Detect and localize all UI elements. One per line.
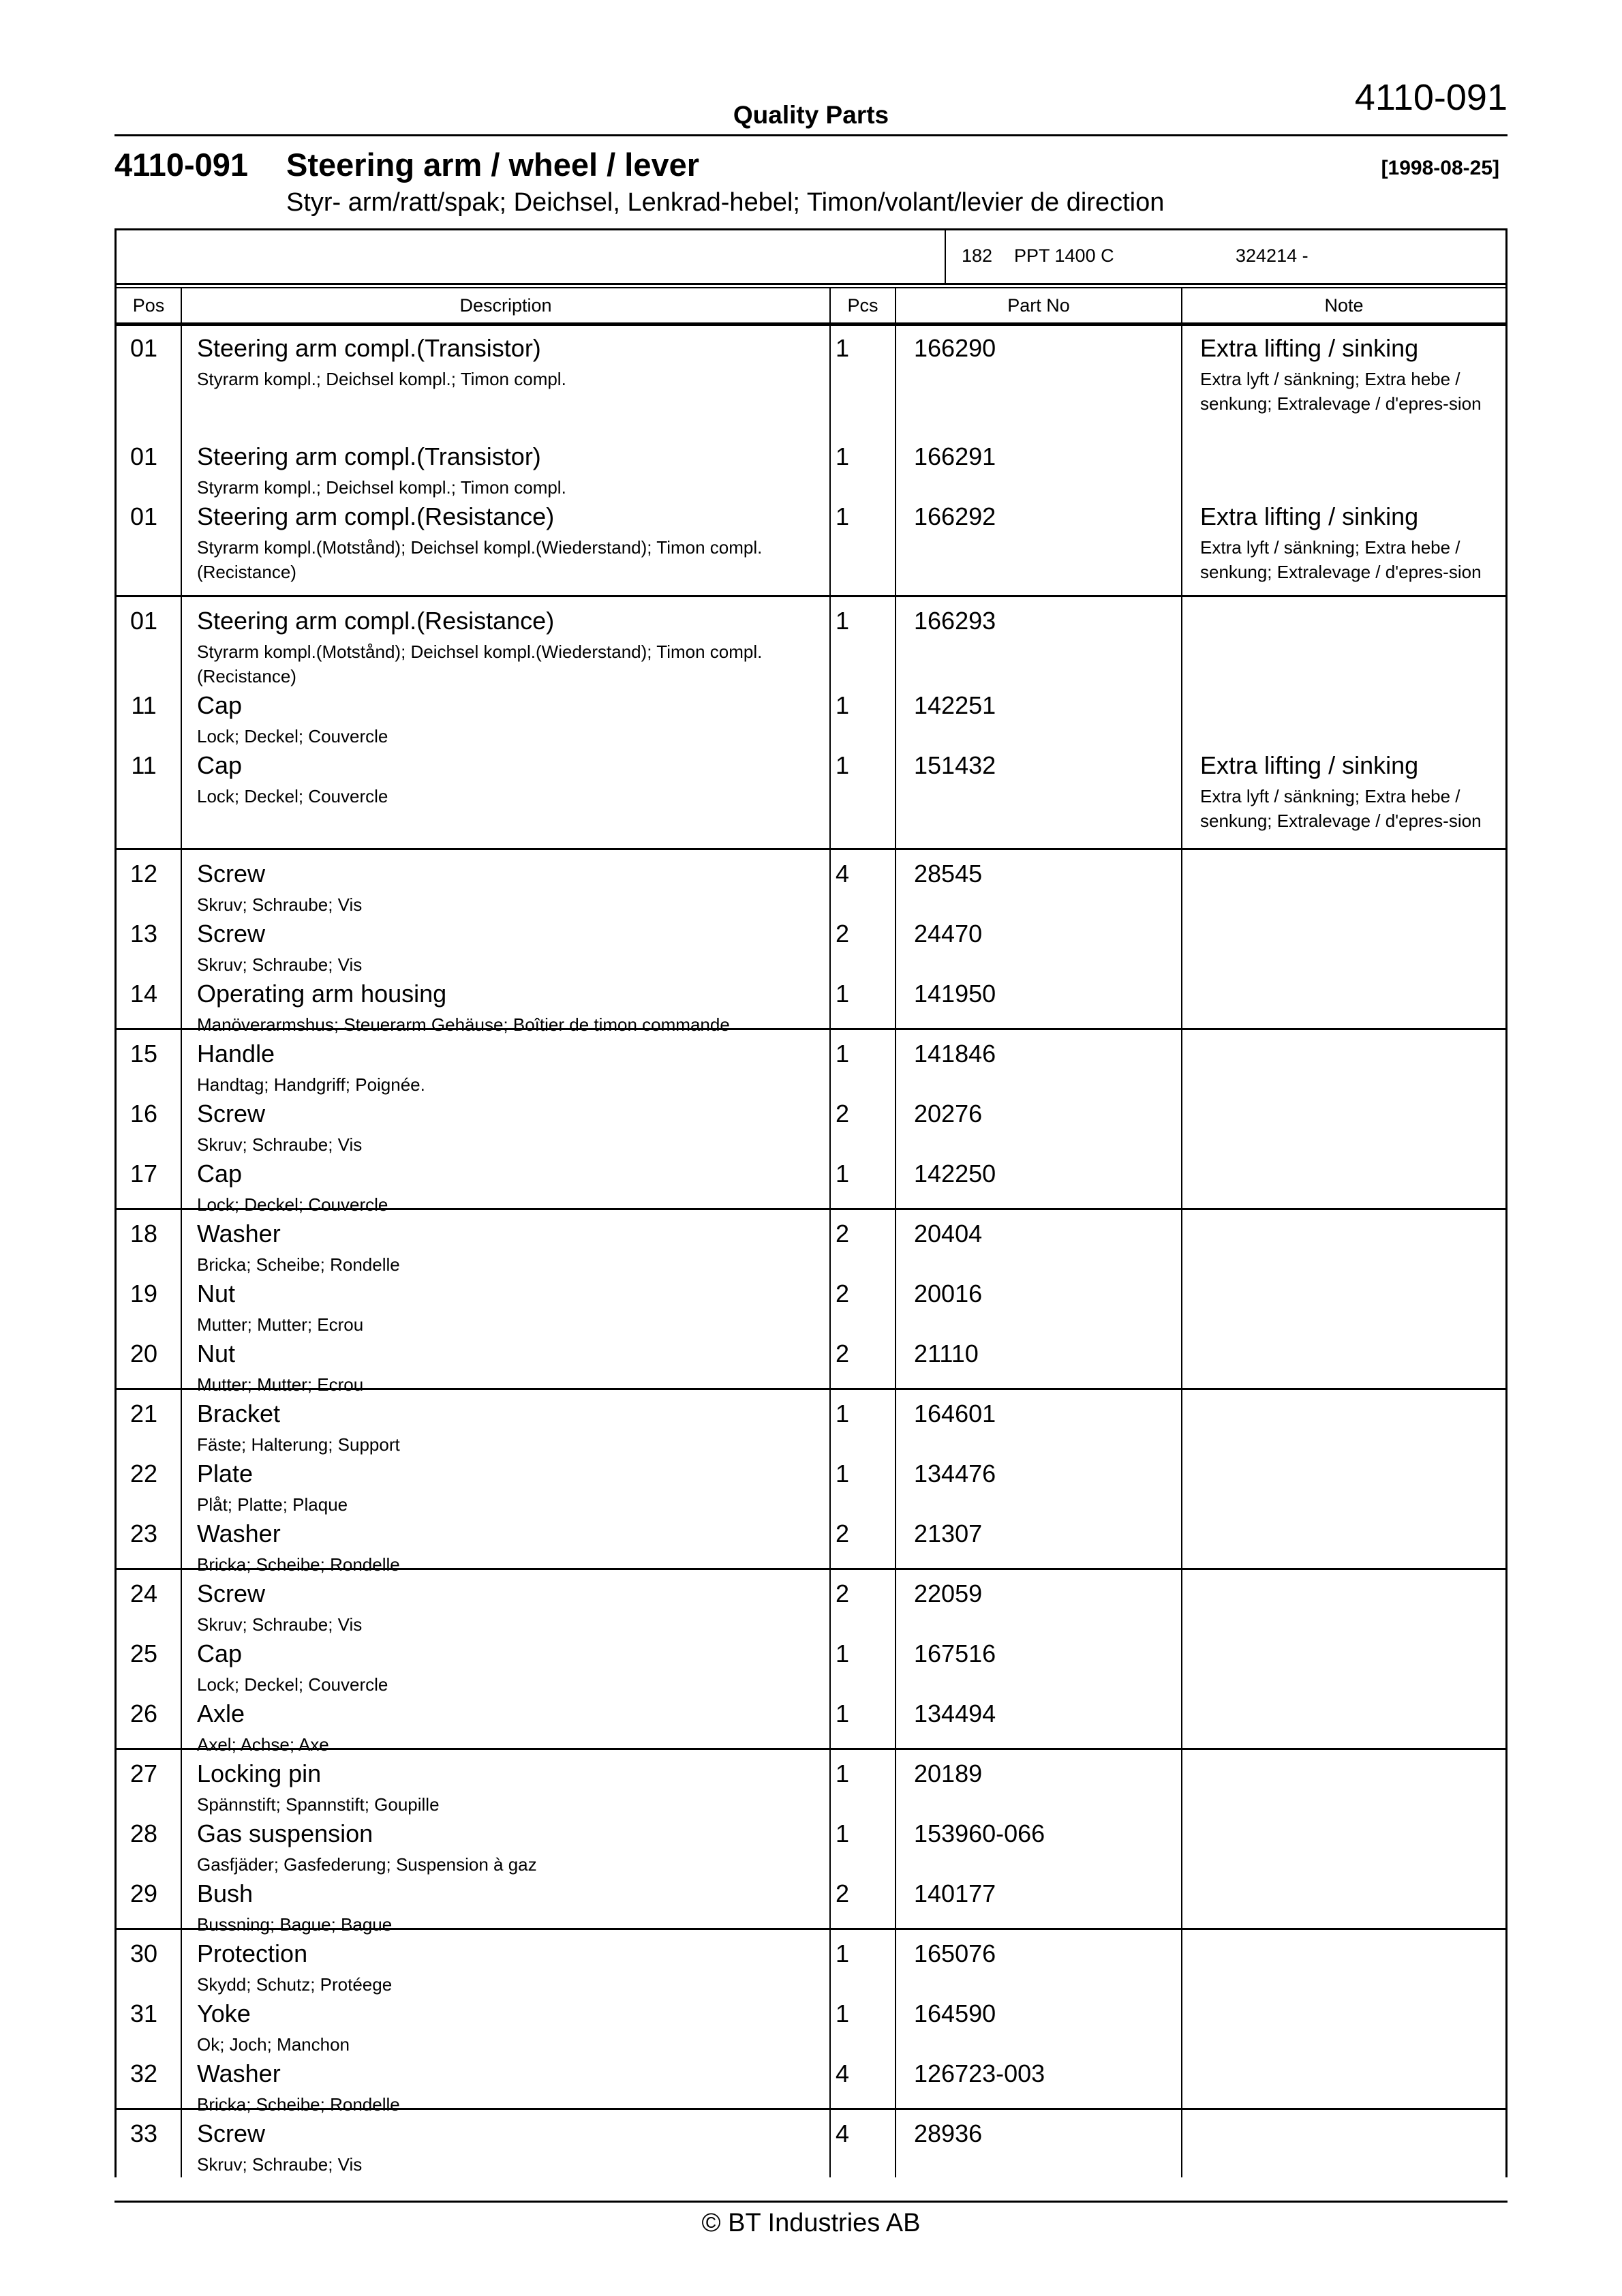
parts-group (117, 1388, 1505, 1575)
note-en: Extra lifting / sinking (1200, 334, 1419, 362)
description-translations: Skruv; Schraube; Vis (197, 954, 363, 975)
description-en: Nut (197, 1280, 236, 1308)
col-header-pos: Pos (132, 295, 165, 316)
row-pos: 17 (129, 1160, 158, 1188)
row-part-no: 21110 (914, 1340, 979, 1368)
row-pcs: 1 (835, 1400, 850, 1428)
description-en: Gas suspension (197, 1819, 373, 1847)
row-pos: 28 (129, 1819, 158, 1847)
description-en: Steering arm compl.(Resistance) (197, 502, 555, 530)
row-note (1200, 607, 1500, 611)
row-pos: 30 (129, 1939, 158, 1967)
row-note (1200, 1879, 1500, 1884)
description-translations: Mutter; Mutter; Ecrou (197, 1374, 364, 1395)
row-note (1200, 1040, 1500, 1044)
description-en: Cap (197, 691, 243, 719)
model-cell-divider (945, 230, 946, 283)
description-translations: Axel; Achse; Axe (197, 1734, 329, 1755)
row-pcs: 2 (835, 1520, 850, 1547)
row-pcs: 1 (835, 502, 850, 530)
model-row (117, 230, 1505, 285)
row-pcs: 1 (835, 1160, 850, 1188)
row-pos: 01 (129, 607, 158, 635)
row-part-no: 151432 (914, 751, 996, 779)
row-pcs: 1 (835, 1759, 850, 1787)
row-note (1200, 920, 1500, 924)
row-note (1200, 2059, 1500, 2064)
title-row (114, 146, 1508, 187)
parts-group (117, 322, 1505, 597)
row-part-no: 28545 (914, 860, 983, 888)
note-translations: Extra lyft / sänkning; Extra hebe / senkung; Extralevage / d'epres-sion (1200, 369, 1482, 414)
row-note (1200, 1400, 1500, 1404)
description-translations: Bricka; Scheibe; Rondelle (197, 1554, 400, 1575)
row-note (1200, 980, 1500, 984)
row-part-no: 22059 (914, 1580, 983, 1607)
description-en: Washer (197, 2059, 281, 2087)
row-part-no: 134494 (914, 1700, 996, 1727)
row-pos: 19 (129, 1280, 158, 1308)
description-en: Cap (197, 1640, 243, 1667)
row-description (197, 1939, 810, 1997)
row-pos: 01 (129, 334, 158, 362)
description-translations: Ok; Joch; Manchon (197, 2034, 350, 2055)
row-part-no: 20404 (914, 1220, 983, 1248)
description-translations: Skruv; Schraube; Vis (197, 1134, 363, 1155)
description-en: Steering arm compl.(Resistance) (197, 607, 555, 635)
row-note (1200, 1580, 1500, 1584)
row-pos: 18 (129, 1220, 158, 1248)
row-pos: 23 (129, 1520, 158, 1547)
description-translations: Styrarm kompl.; Deichsel kompl.; Timon compl. (197, 369, 566, 389)
col-header-description: Description (459, 295, 552, 316)
note-translations: Extra lyft / sänkning; Extra hebe / senkung; Extralevage / d'epres-sion (1200, 537, 1482, 582)
row-note (1200, 1280, 1500, 1284)
model-serial: 324214 - (1236, 245, 1309, 266)
row-part-no: 166292 (914, 502, 996, 530)
row-description (197, 607, 810, 689)
row-pos: 16 (129, 1100, 158, 1128)
row-note (1200, 1819, 1500, 1824)
col-header-part-no: Part No (1007, 295, 1070, 316)
parts-group (117, 1208, 1505, 1395)
row-part-no: 153960-066 (914, 1819, 1045, 1847)
row-description (197, 334, 810, 391)
row-note (1200, 1640, 1500, 1644)
row-description (197, 1400, 810, 1457)
row-pcs: 1 (835, 1939, 850, 1967)
description-en: Steering arm compl.(Transistor) (197, 442, 541, 470)
description-en: Nut (197, 1340, 236, 1368)
parts-group (117, 1928, 1505, 2115)
model-number: 182 (962, 245, 993, 266)
document-id: 4110-091 (1354, 77, 1508, 118)
row-pcs: 1 (835, 1460, 850, 1487)
parts-group (117, 848, 1505, 1035)
row-description (197, 442, 810, 500)
row-part-no: 20016 (914, 1280, 983, 1308)
row-description (197, 1759, 810, 1817)
description-en: Axle (197, 1700, 245, 1727)
row-part-no: 134476 (914, 1460, 996, 1487)
description-translations: Bricka; Scheibe; Rondelle (197, 2094, 400, 2115)
row-pos: 13 (129, 920, 158, 948)
row-part-no: 21307 (914, 1520, 983, 1547)
row-note (1200, 1520, 1500, 1524)
row-pos: 11 (131, 691, 157, 719)
row-part-no: 164590 (914, 1999, 996, 2027)
row-description (197, 1640, 810, 1697)
note-en: Extra lifting / sinking (1200, 751, 1419, 779)
parts-table (114, 228, 1508, 2177)
description-en: Washer (197, 1520, 281, 1547)
row-part-no: 126723-003 (914, 2059, 1045, 2087)
brand-title: Quality Parts (733, 101, 889, 129)
row-pcs: 1 (835, 751, 850, 779)
row-pcs: 1 (835, 1040, 850, 1068)
row-description (197, 1999, 810, 2057)
col-header-note: Note (1324, 295, 1364, 316)
row-part-no: 20189 (914, 1759, 983, 1787)
row-pcs: 4 (835, 2059, 850, 2087)
col-header-pcs: Pcs (847, 295, 878, 316)
description-translations: Styrarm kompl.(Motstånd); Deichsel kompl.(Wiederstand); Timon compl.(Recistance) (197, 537, 763, 582)
row-pos: 12 (129, 860, 158, 888)
description-translations: Handtag; Handgriff; Poignée. (197, 1074, 425, 1095)
row-description (197, 751, 810, 809)
row-part-no: 140177 (914, 1879, 996, 1907)
description-en: Plate (197, 1460, 254, 1487)
row-part-no: 142251 (914, 691, 996, 719)
description-translations: Gasfjäder; Gasfederung; Suspension à gaz (197, 1854, 537, 1875)
row-note (1200, 1100, 1500, 1104)
description-en: Yoke (197, 1999, 251, 2027)
column-header-row (117, 287, 1505, 326)
parts-group (117, 2108, 1505, 2181)
row-description (197, 1280, 810, 1337)
description-translations: Skydd; Schutz; Protéege (197, 1974, 393, 1995)
description-en: Handle (197, 1040, 275, 1068)
description-en: Cap (197, 1160, 243, 1188)
row-pcs: 1 (835, 1700, 850, 1727)
row-note (1200, 1939, 1500, 1944)
row-note (1200, 860, 1500, 864)
row-pos: 24 (129, 1580, 158, 1607)
row-pos: 20 (129, 1340, 158, 1368)
description-en: Screw (197, 2119, 266, 2147)
row-description (197, 502, 810, 584)
row-pcs: 2 (835, 920, 850, 948)
section-code: 4110-091 (114, 147, 249, 183)
description-translations: Styrarm kompl.; Deichsel kompl.; Timon compl. (197, 477, 566, 498)
row-pcs: 1 (835, 334, 850, 362)
row-note (1200, 751, 1500, 833)
description-en: Screw (197, 860, 266, 888)
row-part-no: 141950 (914, 980, 996, 1008)
description-en: Washer (197, 1220, 281, 1248)
row-note (1200, 442, 1500, 447)
row-description (197, 920, 810, 977)
row-pos: 22 (129, 1460, 158, 1487)
row-part-no: 164601 (914, 1400, 996, 1428)
row-part-no: 141846 (914, 1040, 996, 1068)
row-pcs: 2 (835, 1879, 850, 1907)
description-translations: Manöverarmshus; Steuerarm Gehäuse; Boîtier de timon commande (197, 1014, 730, 1035)
parts-group (117, 1748, 1505, 1935)
row-part-no: 166293 (914, 607, 996, 635)
row-part-no: 165076 (914, 1939, 996, 1967)
description-translations: Plåt; Platte; Plaque (197, 1494, 348, 1515)
header-divider (114, 134, 1508, 136)
row-pos: 15 (129, 1040, 158, 1068)
description-translations: Lock; Deckel; Couvercle (197, 1674, 388, 1695)
row-part-no: 20276 (914, 1100, 983, 1128)
description-translations: Skruv; Schraube; Vis (197, 1614, 363, 1635)
row-pos: 31 (129, 1999, 158, 2027)
row-part-no: 142250 (914, 1160, 996, 1188)
row-pos: 01 (129, 442, 158, 470)
row-pcs: 1 (835, 442, 850, 470)
row-note (1200, 502, 1500, 584)
row-pos: 33 (129, 2119, 158, 2147)
row-description (197, 691, 810, 749)
row-description (197, 1580, 810, 1637)
row-part-no: 166291 (914, 442, 996, 470)
row-pos: 32 (129, 2059, 158, 2087)
row-note (1200, 1999, 1500, 2004)
description-translations: Fäste; Halterung; Support (197, 1434, 400, 1455)
description-translations: Bussning; Bague; Bague (197, 1914, 393, 1935)
row-pcs: 2 (835, 1280, 850, 1308)
description-en: Bracket (197, 1400, 281, 1428)
description-en: Operating arm housing (197, 980, 447, 1008)
row-description (197, 2119, 810, 2177)
note-en: Extra lifting / sinking (1200, 502, 1419, 530)
row-pcs: 2 (835, 1580, 850, 1607)
row-note (1200, 2119, 1500, 2124)
description-translations: Spännstift; Spannstift; Goupille (197, 1794, 440, 1815)
row-pcs: 4 (835, 2119, 850, 2147)
row-pcs: 1 (835, 1640, 850, 1667)
row-pcs: 2 (835, 1220, 850, 1248)
row-description (197, 1819, 810, 1877)
row-pcs: 1 (835, 1999, 850, 2027)
description-en: Screw (197, 1100, 266, 1128)
description-translations: Skruv; Schraube; Vis (197, 894, 363, 915)
description-en: Screw (197, 920, 266, 948)
description-translations: Lock; Deckel; Couvercle (197, 1194, 388, 1215)
row-note (1200, 691, 1500, 695)
copyright: © BT Industries AB (701, 2209, 921, 2237)
row-description (197, 1040, 810, 1097)
row-note (1200, 1160, 1500, 1164)
row-note (1200, 1340, 1500, 1344)
row-note (1200, 1759, 1500, 1764)
description-en: Steering arm compl.(Transistor) (197, 334, 541, 362)
page-subtitle: Styr- arm/ratt/spak; Deichsel, Lenkrad-hebel; Timon/volant/levier de direction (286, 188, 1165, 217)
description-translations: Styrarm kompl.(Motstånd); Deichsel kompl.(Wiederstand); Timon compl.(Recistance) (197, 641, 763, 686)
model-name: PPT 1400 C (1014, 245, 1114, 266)
description-en: Protection (197, 1939, 308, 1967)
description-translations: Lock; Deckel; Couvercle (197, 786, 388, 806)
row-pos: 26 (129, 1700, 158, 1727)
row-pos: 27 (129, 1759, 158, 1787)
page-title: Steering arm / wheel / lever (286, 147, 700, 183)
row-note (1200, 1460, 1500, 1464)
row-pos: 11 (131, 751, 157, 779)
row-part-no: 166290 (914, 334, 996, 362)
row-note (1200, 334, 1500, 416)
parts-group (117, 1028, 1505, 1215)
description-en: Cap (197, 751, 243, 779)
row-pcs: 2 (835, 1340, 850, 1368)
footer-divider (114, 2201, 1508, 2203)
row-description (197, 1460, 810, 1517)
row-pos: 25 (129, 1640, 158, 1667)
row-note (1200, 1220, 1500, 1224)
description-en: Screw (197, 1580, 266, 1607)
row-pcs: 4 (835, 860, 850, 888)
description-translations: Lock; Deckel; Couvercle (197, 726, 388, 746)
note-translations: Extra lyft / sänkning; Extra hebe / senkung; Extralevage / d'epres-sion (1200, 786, 1482, 831)
row-pos: 29 (129, 1879, 158, 1907)
description-translations: Bricka; Scheibe; Rondelle (197, 1254, 400, 1275)
description-en: Locking pin (197, 1759, 322, 1787)
row-pos: 01 (129, 502, 158, 530)
row-part-no: 167516 (914, 1640, 996, 1667)
revision-date: [1998-08-25] (1381, 157, 1499, 179)
row-pcs: 1 (835, 691, 850, 719)
row-pos: 14 (129, 980, 158, 1008)
row-note (1200, 1700, 1500, 1704)
description-en: Bush (197, 1879, 254, 1907)
row-part-no: 24470 (914, 920, 983, 948)
row-part-no: 28936 (914, 2119, 983, 2147)
row-description (197, 1220, 810, 1277)
row-pos: 21 (129, 1400, 158, 1428)
row-description (197, 1100, 810, 1157)
parts-group (117, 1568, 1505, 1755)
parts-group (117, 595, 1505, 850)
row-description (197, 860, 810, 917)
row-pcs: 1 (835, 607, 850, 635)
row-pcs: 1 (835, 1819, 850, 1847)
description-translations: Skruv; Schraube; Vis (197, 2154, 363, 2175)
description-translations: Mutter; Mutter; Ecrou (197, 1314, 364, 1335)
row-pcs: 1 (835, 980, 850, 1008)
row-pcs: 2 (835, 1100, 850, 1128)
